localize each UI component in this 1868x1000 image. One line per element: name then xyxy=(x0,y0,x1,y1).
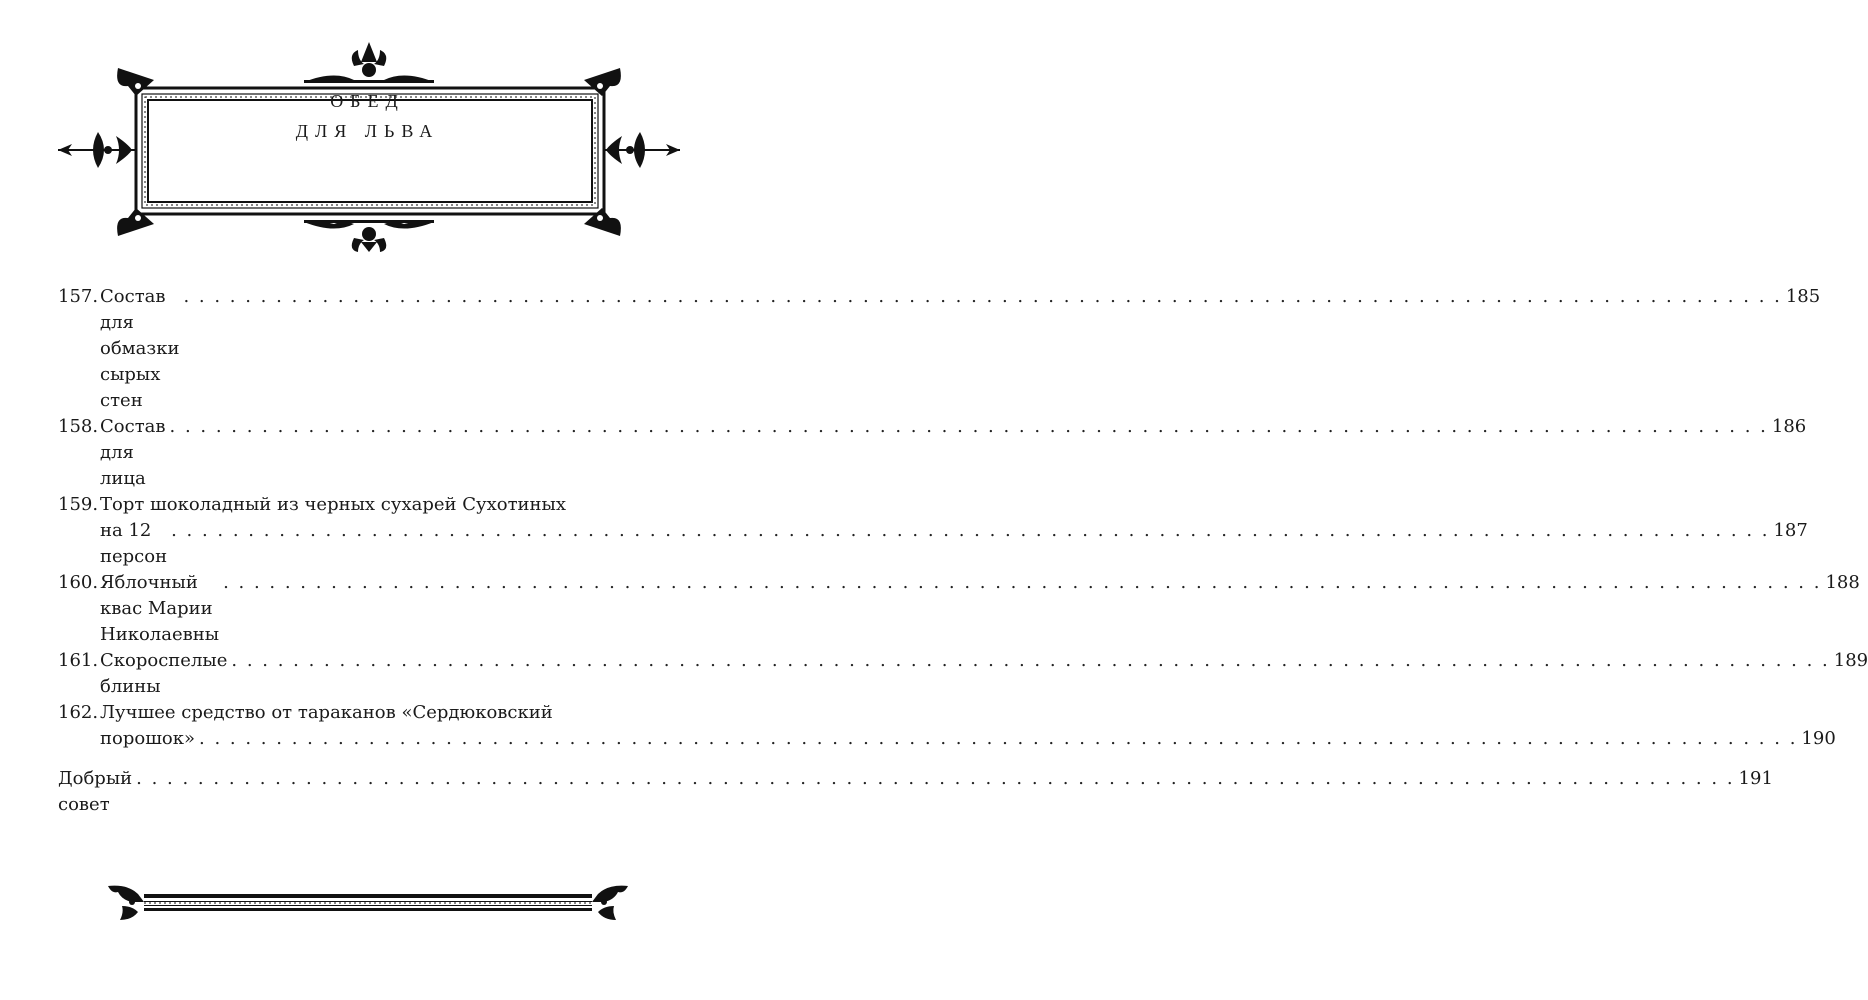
toc-entry-160[interactable] xyxy=(58,570,1860,648)
toc-entry-number: 157. xyxy=(58,286,99,307)
toc-entry-162[interactable] xyxy=(58,700,1836,752)
toc-entry-161[interactable] xyxy=(58,648,1868,700)
toc-page-number: 186 xyxy=(1771,416,1807,437)
toc-page-number: 188 xyxy=(1825,572,1860,593)
toc-entry-number: 159. xyxy=(58,494,99,515)
section-title xyxy=(140,86,595,146)
toc-page-number: 187 xyxy=(1773,520,1808,541)
toc-entry-title-continued: порошок» xyxy=(100,728,196,749)
toc-entry-title: Состав для обмазки сырых стен xyxy=(100,286,180,411)
table-of-contents xyxy=(58,284,1868,818)
header-ornament-frame xyxy=(58,40,680,254)
toc-entry-number: 162. xyxy=(58,702,99,723)
dot-leader xyxy=(223,570,1821,596)
toc-entry-title: Скороспелые блины xyxy=(100,650,228,697)
toc-entry-158[interactable] xyxy=(58,414,1807,492)
toc-entry-number: 161. xyxy=(58,650,99,671)
dot-leader xyxy=(231,648,1829,674)
toc-page-number: 185 xyxy=(1785,286,1821,307)
ornamental-frame-icon xyxy=(58,40,680,254)
dot-leader xyxy=(183,284,1781,310)
ornamental-rule-icon xyxy=(108,880,628,926)
toc-entry-title: Лучшее средство от тараканов «Сердюковский xyxy=(100,702,553,723)
section-title-line-1: ОБЕД xyxy=(330,91,405,111)
dot-leader xyxy=(136,766,1734,792)
toc-entry-number: 158. xyxy=(58,416,99,437)
spacer xyxy=(58,752,662,766)
toc-entry-title: Яблочный квас Марии Николаевны xyxy=(100,572,220,645)
toc-entry-number: 160. xyxy=(58,572,99,593)
toc-page-number: 189 xyxy=(1833,650,1868,671)
dot-leader xyxy=(199,726,1797,752)
section-title-line-2: ДЛЯ ЛЬВА xyxy=(295,121,440,141)
dot-leader xyxy=(170,414,1768,440)
toc-page-number: 190 xyxy=(1801,728,1836,749)
toc-entry-157[interactable] xyxy=(58,284,1821,414)
toc-page-number: 191 xyxy=(1738,768,1773,789)
toc-entry-title: Торт шоколадный из черных сухарей Сухотиных xyxy=(100,494,567,515)
toc-entry-159[interactable] xyxy=(58,492,1808,570)
toc-entry-title-continued: на 12 персон xyxy=(100,520,168,567)
toc-entry-title: Состав для лица xyxy=(100,416,166,489)
toc-entry-title: Добрый совет xyxy=(58,768,133,815)
dot-leader xyxy=(171,518,1769,544)
toc-entry-good-advice[interactable] xyxy=(58,766,1773,818)
footer-ornament xyxy=(108,880,628,926)
